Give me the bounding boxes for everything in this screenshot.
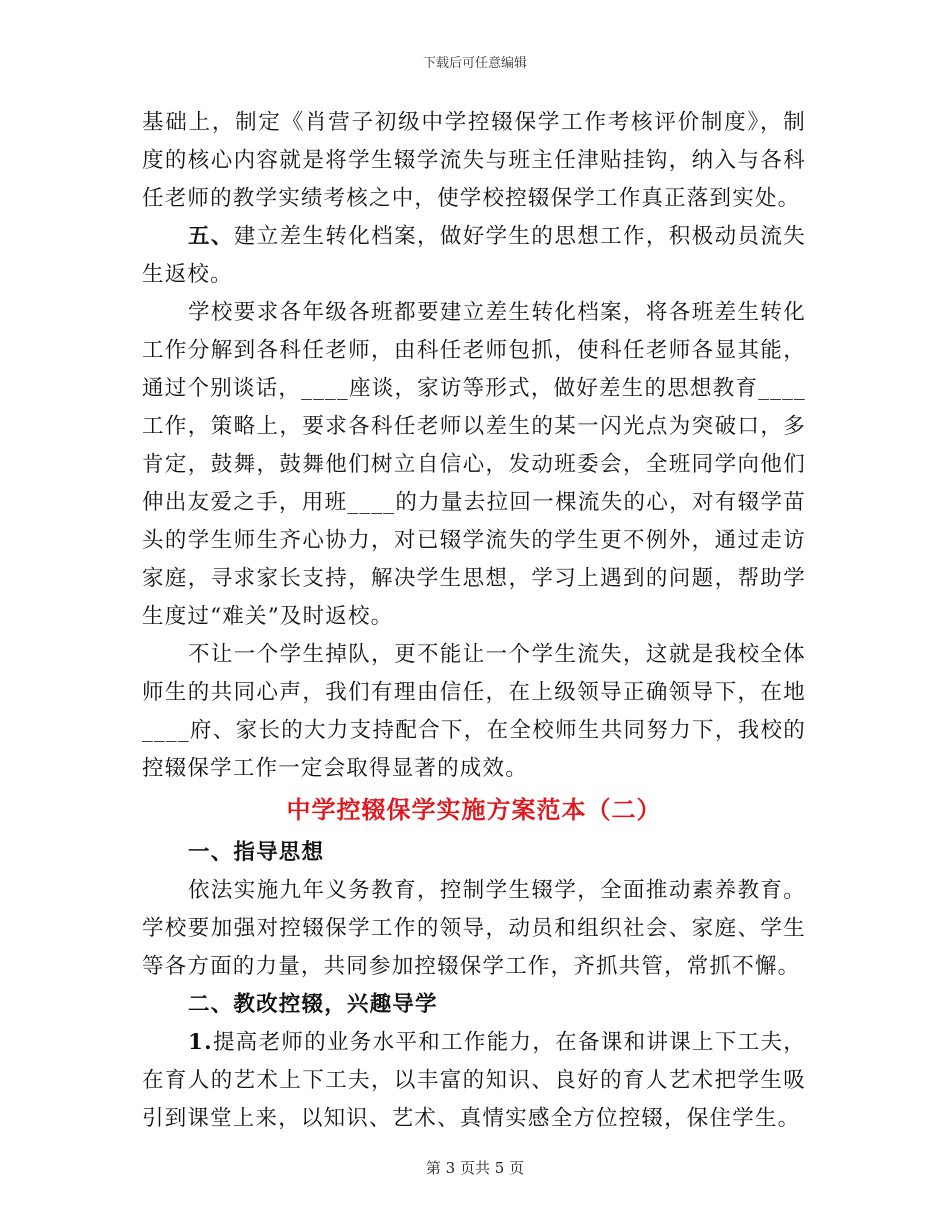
heading-guiding-thought: 一、指导思想 — [188, 840, 325, 865]
paragraph-guiding-thought: 依法实施九年义务教育，控制学生辍学，全面推动素养教育。学校要加强对控辍保学工作的领导，动员和组织社会、家庭、学生等各方面的力量，共同参加控辍保学工作，齐抓共管，常抓不懈。 — [142, 878, 806, 979]
paragraph-item-one — [142, 1024, 806, 1138]
section-five-heading — [142, 218, 806, 294]
item-one-number: 1. — [188, 1030, 213, 1055]
section-five-text: 建立差生转化档案，做好学生的思想工作，积极动员流失生返校。 — [142, 224, 806, 287]
item-one-text: 提高老师的业务水平和工作能力，在备课和讲课上下工夫，在育人的艺术上下工夫，以丰富的知识、良好的育人艺术把学生吸引到课堂上来，以知识、艺术、真情实感全方位控辍，保住学生。 — [142, 1030, 806, 1131]
paragraph-transformation-files: 学校要求各年级各班都要建立差生转化档案，将各班差生转化工作分解到各科任老师，由科任老师包抓，使科任老师各显其能，通过个别谈话，____座谈，家访等形式，做好差生的思想教育____工作，策略上，要求各科任老师以差生的某一闪光点为突破口，多肯定，鼓舞，鼓舞他们树立自信心，发动班委会，全班同学向他们伸出友爱之手，用班____的力量去拉回一棵流失的心，对有辍学苗头的学生师生齐心协力，对已辍学流失的学生更不例外，通过走访家庭，寻求家长支持，解决学生思想，学习上遇到的问题，帮助学生度过“难关”及时返校。 — [142, 300, 806, 629]
page-header: 下载后可任意编辑 — [422, 56, 527, 71]
heading-teaching-reform: 二、教改控辍，兴趣导学 — [188, 992, 438, 1017]
paragraph-evaluation-system: 基础上，制定《肖营子初级中学控辍保学工作考核评价制度》，制度的核心内容就是将学生辍学流失与班主任津贴挂钩，纳入与各科任老师的教学实绩考核之中，使学校控辍保学工作真正落到实处。 — [142, 110, 806, 211]
paragraph-conclusion: 不让一个学生掉队，更不能让一个学生流失，这就是我校全体师生的共同心声，我们有理由信任，在上级领导正确领导下，在地____府、家长的大力支持配合下，在全校师生共同努力下，我校的控辍保学工作一定会取得显著的成效。 — [142, 642, 806, 781]
section-five-number: 五、 — [188, 224, 234, 249]
page-footer: 第 3 页共 5 页 — [425, 1159, 525, 1177]
document-body — [142, 104, 806, 1138]
document-title-part-two: 中学控辍保学实施方案范本（二） — [286, 795, 662, 824]
